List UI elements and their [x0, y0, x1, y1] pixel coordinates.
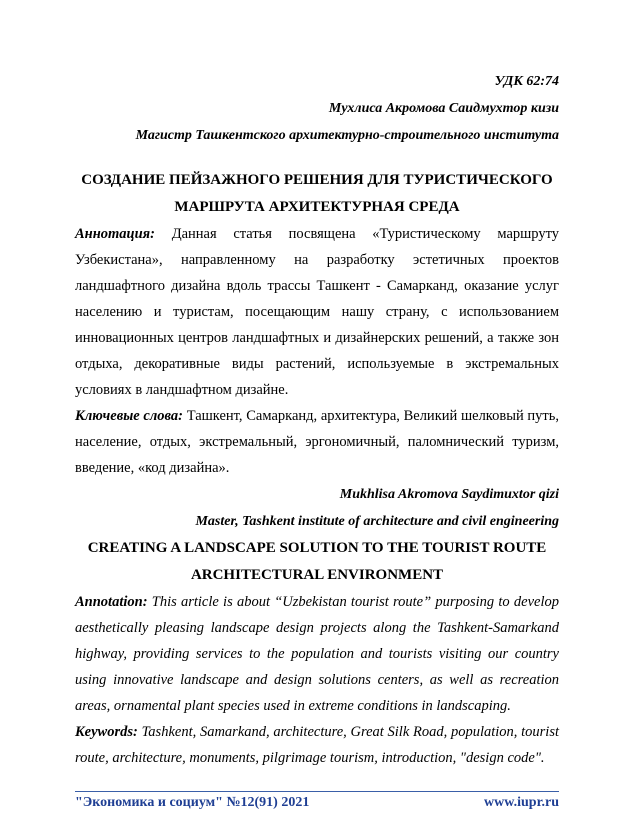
author-affiliation-en: Master, Tashkent institute of architecture and civil engineering: [195, 514, 559, 529]
article-title-ru-line1: СОЗДАНИЕ ПЕЙЗАЖНОГО РЕШЕНИЯ ДЛЯ ТУРИСТИЧЕСКОГО: [81, 172, 553, 188]
page-footer: [75, 795, 559, 811]
article-title-ru-line2: МАРШРУТА АРХИТЕКТУРНАЯ СРЕДА: [174, 199, 460, 215]
annotation-en-label: Annotation:: [75, 594, 148, 610]
annotation-ru-text: Данная статья посвящена «Туристическому маршруту Узбекистана», направленному на разработку эстетичных проектов ландшафтного дизайна вдоль трассы Ташкент - Самарканд, оказание услуг населению и туристам, посещающим нашу страну, с использованием инновационных центров ландшафтных и дизайнерских решений, а также зон отдыха, декоративные виды растений, используемые в экстремальных условиях в ландшафтном дизайне.: [75, 226, 560, 398]
footer-website: www.iupr.ru: [484, 795, 559, 810]
keywords-ru: [75, 403, 559, 481]
author-name-ru: Мухлиса Акромова Саидмухтор кизи: [328, 101, 559, 116]
keywords-en: [75, 719, 559, 771]
article-title-en-line1: CREATING A LANDSCAPE SOLUTION TO THE TOURIST ROUTE: [87, 540, 547, 556]
article-title-en-line2: ARCHITECTURAL ENVIRONMENT: [190, 567, 444, 583]
annotation-ru-label: Аннотация:: [75, 226, 155, 242]
article-page: [75, 68, 559, 771]
annotation-en: [75, 589, 559, 719]
author-name-en: Mukhlisa Akromova Saydimuxtor qizi: [339, 487, 559, 502]
keywords-en-label: Keywords:: [75, 724, 138, 740]
keywords-en-text: Tashkent, Samarkand, architecture, Great Silk Road, population, tourist route, architecture, monuments, pilgrimage tourism, introduction, "design code".: [75, 724, 560, 766]
annotation-en-text: This article is about “Uzbekistan tourist route” purposing to develop aesthetically pleasing landscape design projects along the Tashkent-Samarkand highway, providing services to the population and tourists visiting our country using innovative landscape and design solutions centers, as well as recreation areas, ornamental plant species used in extreme conditions in landscaping.: [75, 594, 559, 714]
spacer: [75, 149, 559, 167]
udk-code: УДК 62:74: [494, 74, 559, 89]
keywords-ru-label: Ключевые слова:: [75, 408, 183, 424]
footer-divider: [75, 791, 559, 792]
author-affiliation-ru: Магистр Ташкентского архитектурно-строительного института: [135, 128, 559, 143]
keywords-ru-text: Ташкент, Самарканд, архитектура, Великий шелковый путь, население, отдых, экстремальный, эргономичный, паломнический туризм, введение, «код дизайна».: [75, 408, 560, 476]
footer-journal: "Экономика и социум" №12(91) 2021: [75, 795, 310, 810]
annotation-ru: [75, 221, 559, 403]
